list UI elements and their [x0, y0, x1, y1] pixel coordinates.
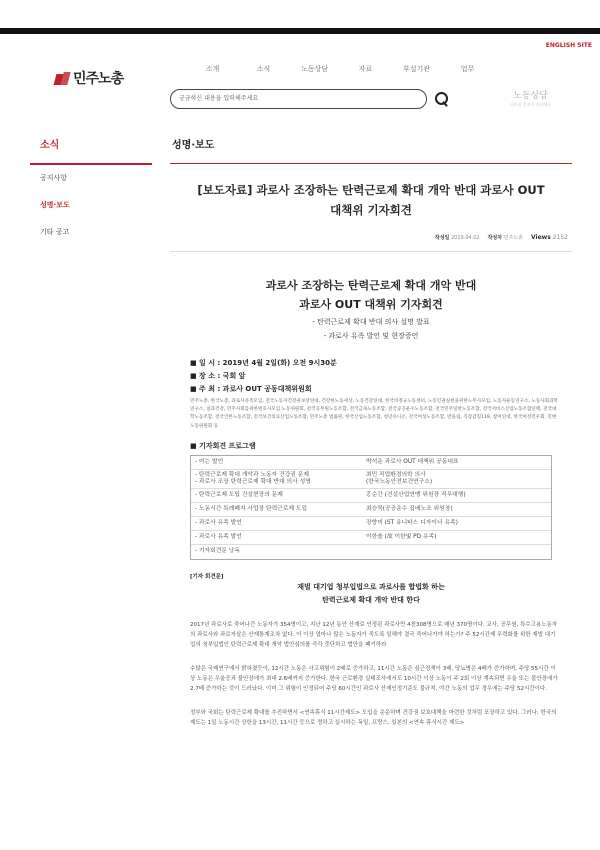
program-speaker: 박석운 과로사 OUT 대책위 공동대표	[366, 458, 459, 465]
date-label: 작성일	[434, 235, 450, 241]
author-label: 작성자	[487, 235, 503, 241]
program-item: - 탄력근로제 확대 개악과 노동자 건강권 문제 - 과로사 조장 탄력근로제 확대 반대 의사 성명	[195, 471, 311, 485]
program-row	[191, 503, 551, 517]
main-nav	[187, 64, 493, 74]
post-author: 민주노총	[503, 235, 524, 241]
labor-counsel-link[interactable]	[510, 88, 551, 108]
program-row	[191, 545, 551, 559]
program-title: ■ 기자회견 프로그램	[190, 441, 256, 450]
program-row	[191, 531, 551, 545]
program-row	[191, 517, 551, 531]
program-row	[191, 456, 551, 470]
press-statement-title-2: 탄력근로제 확대 개악 반대 한다	[322, 595, 420, 604]
nav-item-news[interactable]: 소식	[256, 65, 271, 73]
site-logo[interactable]	[55, 68, 123, 88]
logo-text: 민주노총	[73, 71, 124, 87]
program-row	[191, 489, 551, 503]
paragraph: 정부와 국회는 탄력근로제 확대를 추진하면서 <연속휴식 11시간제도> 도입을 운운하며 건강권 보호대책을 마련한 것처럼 포장하고 있다. 그러나, 한국의 제도는 1일 노동시간 상한을 13시간, 11시간 등으로 정하고 실시하는 독일, 프랑스, 일본의 <연속 휴식시간 제도>	[190, 709, 557, 726]
english-site-link[interactable]: ENGLISH SITE	[545, 42, 592, 49]
paragraph: 수많은 국제연구에서 밝혀졌듯이, 12시간 노동은 사고위험이 2배로 증가하고, 11시간 노동은 심근경색이 3배, 당뇨병은 4배가 증가하며, 주당 55시간 이상 노동은 우울증과 불안장애가 최대 2.6배까지 증가한다. 한국 근로환경 실태조사에서도 10시간 이상 노동이 주 2회 이상 계속되면 우울 또는 불안장애가 2.7배 증가하는 것이 드러났다. 이미 그 위험이 인정되어 주당 60시간인 과로사 산재인정기준도 불규칙, 야간 노동의 업무 경우에는 주당 52시간이다.	[190, 665, 558, 692]
post-meta	[170, 234, 572, 252]
sidebar-item-press[interactable]: 성명·보도	[40, 201, 70, 209]
article-sub-2: - 과로사 유족 발언 및 현장증언	[323, 332, 419, 340]
main-content	[170, 128, 572, 728]
program-item: - 여는 발언	[195, 458, 224, 465]
program-row	[191, 470, 551, 489]
labor-counsel-sub: 더이상 혼자가 아니에요	[510, 102, 552, 107]
nav-item-data[interactable]: 자료	[358, 65, 373, 73]
program-speaker: 최민 직업환경의학 의사 (한국노동안전보건연구소)	[366, 471, 433, 485]
organizer-list: 민주노총, 한국노총, 과로사유족모임, 전국노동자건강권보장연대, 건강한노동세상, 노동건강연대, 한국비정규노동센터, 노동인권실현을위한노무사모임, 노동자운동연구소, 노동사회과학연구소, 일과건강, 민주사회를위한변호사모임 노동위원회, 전국공무원노동조합, 전국금속노동조합, 전국공공운수노동조합, 전국민주일반노동조합, 전국서비스산업노동조합연맹, 전국대학노동조합, 전국언론노동조합, 전국보건의료산업노동조합, 민주노총 법률원, 한국산업노동조합, 청년유니온, 전국여성노동조합, 반올림, 직장갑질119, 참여연대, 한국여성민우회, 민변 노동위원회 등	[190, 399, 558, 429]
program-speaker: 장향미 (ST 유니타스 디자이너 유족)	[366, 519, 458, 526]
nav-item-counsel[interactable]: 노동상담	[300, 65, 329, 73]
article-heading-2: 과로사 OUT 대책위 기자회견	[299, 298, 443, 311]
paragraph: 2017년 과로사로 죽어나간 노동자가 354명이고, 지난 12년 동안 산재로 인정된 과로사만 4천308명으로 매년 370명이다. 교사, 공무원, 특수고용노동자의 과로사와 과로자살은 산재통계조차 없다. 이 이상 얼마나 많은 노동자가 죽도록 일해야 결국 죽어나가야 하는가? 주 52시간제 무력화를 위한 재벌 대기업의 청부입법인 탄력근로제 확대 개악 법안심의를 즉각 중단하고 법안을 폐기하라	[190, 621, 558, 648]
article-sub-1: - 탄력근로제 확대 반대 의사 설명 발표	[312, 318, 430, 326]
sidebar	[30, 128, 152, 246]
post-views: 2152	[552, 234, 568, 241]
labor-counsel-title: 노동상담	[513, 91, 548, 101]
article-heading-1: 과로사 조장하는 탄력근로제 확대 개악 반대	[265, 279, 477, 292]
views-label: Views	[531, 234, 551, 241]
program-item: - 기자회견문 낭독	[195, 548, 240, 555]
event-datetime: ■ 일 시 : 2019년 4월 2일(화) 오전 9시30분	[190, 359, 337, 367]
sidebar-title: 소식	[30, 128, 152, 165]
nav-item-affiliates[interactable]: 부설기관	[402, 65, 431, 73]
search-input[interactable]: 궁금하신 내용을 입력해주세요	[170, 89, 427, 109]
sidebar-item-other[interactable]: 기타 공고	[40, 228, 70, 236]
press-statement-title-1: 재벌 대기업 청부입법으로 과로사를 합법화 하는	[297, 582, 445, 591]
program-speaker: 이한솔 (故 이한빛 PD 유족)	[366, 533, 437, 540]
program-table	[190, 455, 552, 560]
post-title: [보도자료] 과로사 조장하는 탄력근로제 확대 개악 반대 과로사 OUT 대책위 기자회견	[197, 183, 545, 217]
nav-item-intro[interactable]: 소개	[205, 65, 220, 73]
event-info	[184, 357, 558, 396]
event-host: ■ 주 최 : 과로사 OUT 공동대책위원회	[190, 385, 312, 393]
sidebar-item-notice[interactable]: 공지사항	[40, 174, 68, 182]
program-speaker: 최승묵(공공운수 집배노조 위원장)	[366, 505, 453, 512]
post-date: 2019.04.02	[450, 235, 480, 241]
press-statement-label: [기자 회견문]	[190, 573, 224, 580]
nav-item-work[interactable]: 업무	[460, 65, 475, 73]
section-title: 성명·보도	[170, 128, 572, 164]
program-item: - 과로사 유족 발언	[195, 519, 242, 526]
event-place: ■ 장 소 : 국회 앞	[190, 372, 246, 380]
program-item: - 탄력근로제 도입 건설현장의 문제	[195, 491, 283, 498]
program-item: - 노동시간 특례폐지 사업장 탄력근로제 도입	[195, 505, 308, 512]
article-body	[170, 276, 572, 728]
top-bar	[0, 28, 600, 34]
search-icon[interactable]	[433, 90, 451, 108]
kctu-logo-icon	[55, 72, 70, 85]
program-speaker: 홍순간 (건설산업연맹 위원장 직무대행)	[366, 491, 466, 498]
program-item: - 과로사 유족 발언	[195, 533, 242, 540]
